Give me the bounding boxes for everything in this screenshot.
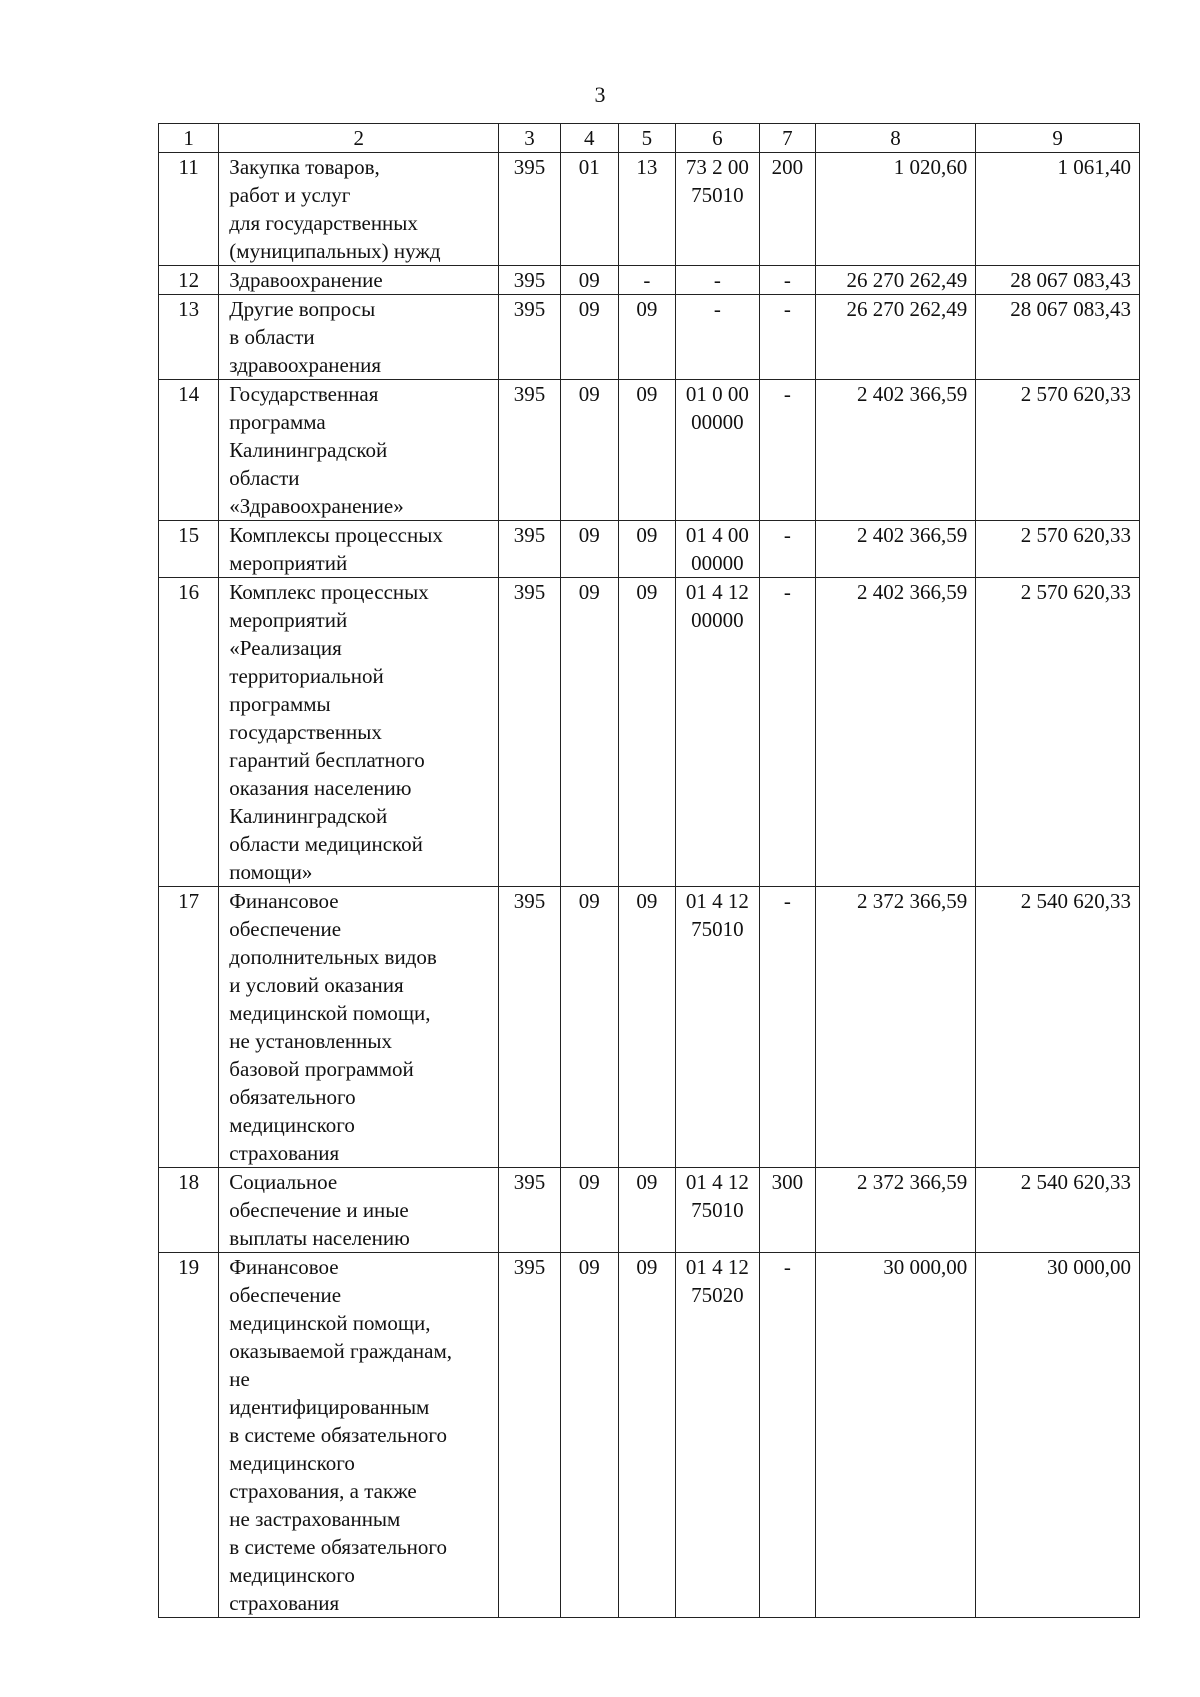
amount-year1: 26 270 262,49 [815,266,975,295]
amount-year2: 2 570 620,33 [976,380,1140,521]
code-admin: 395 [499,380,560,521]
code-subsection: 13 [618,153,675,266]
table-row [159,266,1140,295]
table-row [159,887,1140,1168]
amount-year1: 30 000,00 [815,1253,975,1618]
code-section: 09 [560,295,618,380]
row-name: Финансовое обеспечение дополнительных видов и условий оказания медицинской помощи, не установленных базовой программой обязательного медицинского страхования [219,887,499,1168]
row-number: 13 [159,295,219,380]
amount-year1: 2 402 366,59 [815,578,975,887]
code-target: - [675,295,759,380]
page-number: 3 [594,82,606,107]
header-cell: 6 [675,124,759,153]
code-target: 01 4 12 75010 [675,1168,759,1253]
code-subsection: 09 [618,578,675,887]
code-section: 01 [560,153,618,266]
header-cell: 8 [815,124,975,153]
code-expense-type: 200 [759,153,815,266]
row-number: 11 [159,153,219,266]
row-number: 14 [159,380,219,521]
amount-year1: 2 372 366,59 [815,1168,975,1253]
code-subsection: - [618,266,675,295]
row-number: 16 [159,578,219,887]
code-admin: 395 [499,887,560,1168]
amount-year1: 1 020,60 [815,153,975,266]
code-target: - [675,266,759,295]
amount-year2: 2 570 620,33 [976,521,1140,578]
code-section: 09 [560,266,618,295]
amount-year1: 2 402 366,59 [815,521,975,578]
code-subsection: 09 [618,1168,675,1253]
row-name: Другие вопросы в области здравоохранения [219,295,499,380]
amount-year2: 28 067 083,43 [976,266,1140,295]
header-cell: 5 [618,124,675,153]
code-section: 09 [560,521,618,578]
code-expense-type: - [759,578,815,887]
table-row [159,578,1140,887]
code-expense-type: - [759,380,815,521]
amount-year1: 26 270 262,49 [815,295,975,380]
amount-year2: 28 067 083,43 [976,295,1140,380]
row-number: 12 [159,266,219,295]
amount-year2: 2 540 620,33 [976,1168,1140,1253]
table-row [159,295,1140,380]
header-cell: 1 [159,124,219,153]
code-target: 01 4 12 75010 [675,887,759,1168]
code-section: 09 [560,380,618,521]
header-cell: 9 [976,124,1140,153]
header-cell: 4 [560,124,618,153]
amount-year2: 1 061,40 [976,153,1140,266]
code-subsection: 09 [618,887,675,1168]
code-admin: 395 [499,295,560,380]
row-name: Комплекс процессных мероприятий «Реализация территориальной программы государственных гарантий бесплатного оказания населению Калининградской области медицинской помощи» [219,578,499,887]
code-admin: 395 [499,153,560,266]
code-section: 09 [560,1168,618,1253]
code-expense-type: - [759,1253,815,1618]
code-target: 01 0 00 00000 [675,380,759,521]
row-number: 19 [159,1253,219,1618]
code-admin: 395 [499,1168,560,1253]
header-cell: 2 [219,124,499,153]
row-name: Здравоохранение [219,266,499,295]
code-section: 09 [560,887,618,1168]
table-row [159,1168,1140,1253]
header-cell: 7 [759,124,815,153]
header-cell: 3 [499,124,560,153]
table-row [159,153,1140,266]
row-name: Финансовое обеспечение медицинской помощи, оказываемой гражданам, не идентифицированным в системе обязательного медицинского страхования, а также не застрахованным в системе обязательного медицинского страхования [219,1253,499,1618]
code-subsection: 09 [618,521,675,578]
code-expense-type: 300 [759,1168,815,1253]
code-expense-type: - [759,887,815,1168]
table-row [159,521,1140,578]
row-number: 17 [159,887,219,1168]
row-name: Комплексы процессных мероприятий [219,521,499,578]
code-subsection: 09 [618,1253,675,1618]
row-name: Социальное обеспечение и иные выплаты населению [219,1168,499,1253]
header-row [159,124,1140,153]
table-row [159,1253,1140,1618]
code-target: 73 2 00 75010 [675,153,759,266]
code-section: 09 [560,578,618,887]
code-section: 09 [560,1253,618,1618]
row-name: Государственная программа Калининградской области «Здравоохранение» [219,380,499,521]
code-expense-type: - [759,295,815,380]
amount-year2: 2 570 620,33 [976,578,1140,887]
code-subsection: 09 [618,295,675,380]
code-expense-type: - [759,521,815,578]
code-target: 01 4 00 00000 [675,521,759,578]
code-admin: 395 [499,578,560,887]
code-admin: 395 [499,266,560,295]
code-expense-type: - [759,266,815,295]
amount-year1: 2 402 366,59 [815,380,975,521]
code-subsection: 09 [618,380,675,521]
row-number: 18 [159,1168,219,1253]
table-row [159,380,1140,521]
code-admin: 395 [499,1253,560,1618]
code-target: 01 4 12 00000 [675,578,759,887]
amount-year2: 2 540 620,33 [976,887,1140,1168]
row-name: Закупка товаров, работ и услуг для государственных (муниципальных) нужд [219,153,499,266]
budget-table [158,123,1140,1618]
amount-year2: 30 000,00 [976,1253,1140,1618]
row-number: 15 [159,521,219,578]
code-admin: 395 [499,521,560,578]
amount-year1: 2 372 366,59 [815,887,975,1168]
code-target: 01 4 12 75020 [675,1253,759,1618]
